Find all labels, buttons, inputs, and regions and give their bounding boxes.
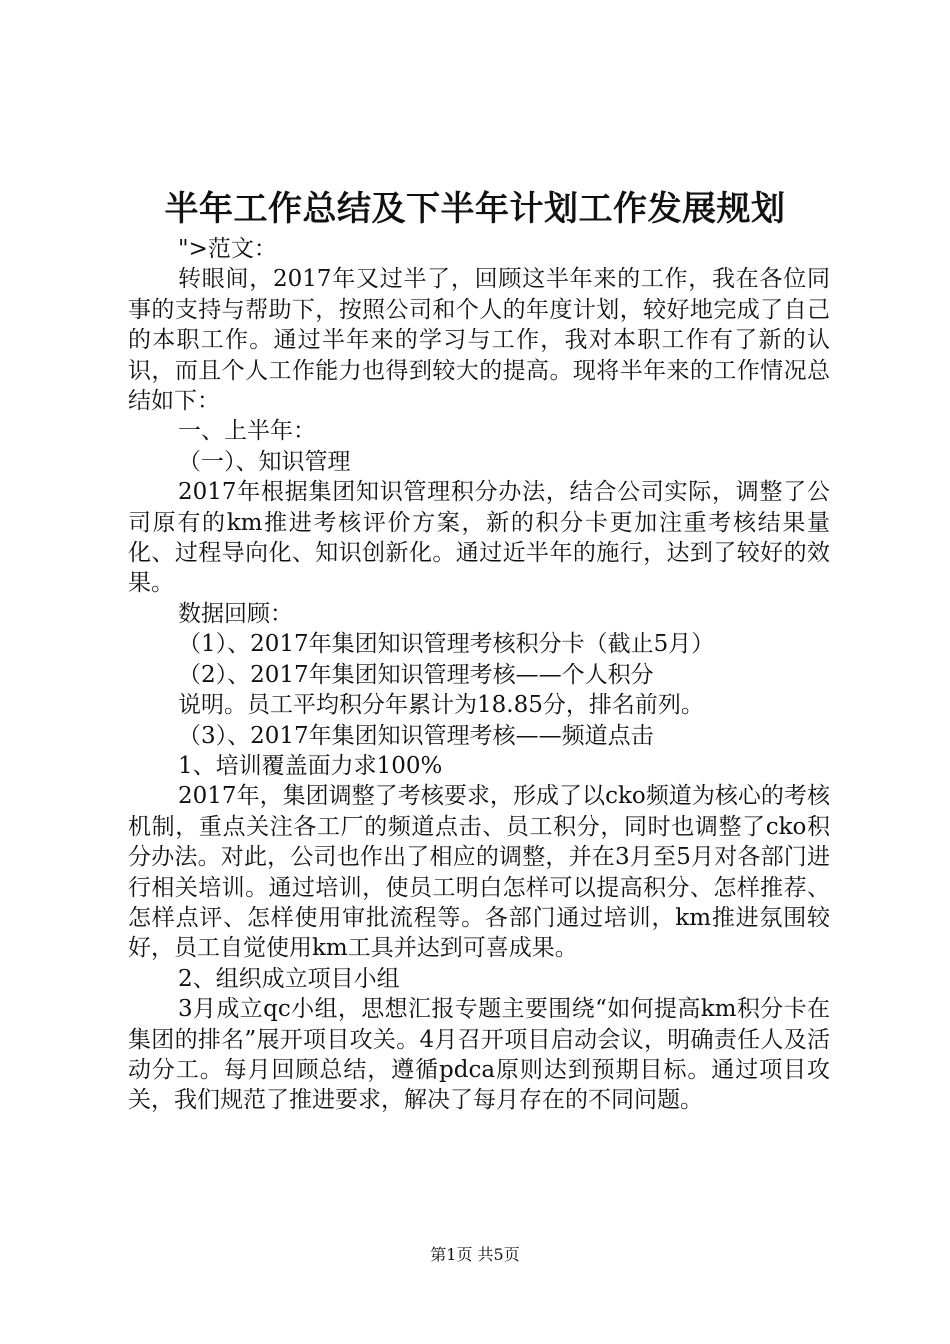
document-title: 半年工作总结及下半年计划工作发展规划 [164, 189, 786, 229]
page-footer: 第1页 共5页 [430, 1245, 520, 1264]
paragraph-training: 2017年，集团调整了考核要求，形成了以cko频道为核心的考核机制，重点关注各工厂的频道点击、员工积分，同时也调整了cko积分办法。对此，公司也作出了相应的调整，并在3月至5月对各部门进行相关培训。通过培训，使员工明白怎样可以提高积分、怎样推荐、怎样点评、怎样使用审批流程等。各部门通过培训，km推进氛围较好，员工自觉使用km工具并达到可喜成果。 [128, 783, 830, 962]
heading-project-team: 2、组织成立项目小组 [178, 965, 400, 992]
heading-training-coverage: 1、培训覆盖面力求100% [178, 752, 443, 779]
paragraph-km-2017: 2017年根据集团知识管理积分办法，结合公司实际，调整了公司原有的km推进考核评价方案，新的积分卡更加注重考核结果量化、过程导向化、知识创新化。通过近半年的施行，达到了较好的效果。 [128, 479, 830, 597]
paragraph-intro: 转眼间，2017年又过半了，回顾这半年来的工作，我在各位同事的支持与帮助下，按照公司和个人的年度计划，较好地完成了自己的本职工作。通过半年来的学习与工作，我对本职工作有了新的认识，而且个人工作能力也得到较大的提高。现将半年来的工作情况总结如下： [128, 266, 830, 415]
paragraph-fanwen: ">范文： [178, 236, 277, 262]
document-body [128, 234, 830, 1116]
heading-knowledge-management: （一）、知识管理 [178, 448, 351, 475]
heading-first-half: 一、上半年： [178, 418, 316, 445]
paragraph-note: 说明。员工平均积分年累计为18.85分，排名前列。 [178, 692, 704, 719]
list-item-scorecard: （1）、2017年集团知识管理考核积分卡（截止5月） [178, 631, 715, 658]
heading-data-review: 数据回顾： [178, 600, 293, 627]
list-item-personal-score: （2）、2017年集团知识管理考核——个人积分 [178, 661, 654, 688]
list-item-channel-clicks: （3）、2017年集团知识管理考核——频道点击 [178, 722, 654, 749]
paragraph-qc-team: 3月成立qc小组，思想汇报专题主要围绕“如何提高km积分卡在集团的排名”展开项目攻关。4月召开项目启动会议，明确责任人及活动分工。每月回顾总结，遵循pdca原则达到预期目标。通过项目攻关，我们规范了推进要求，解决了每月存在的不同问题。 [128, 996, 830, 1114]
